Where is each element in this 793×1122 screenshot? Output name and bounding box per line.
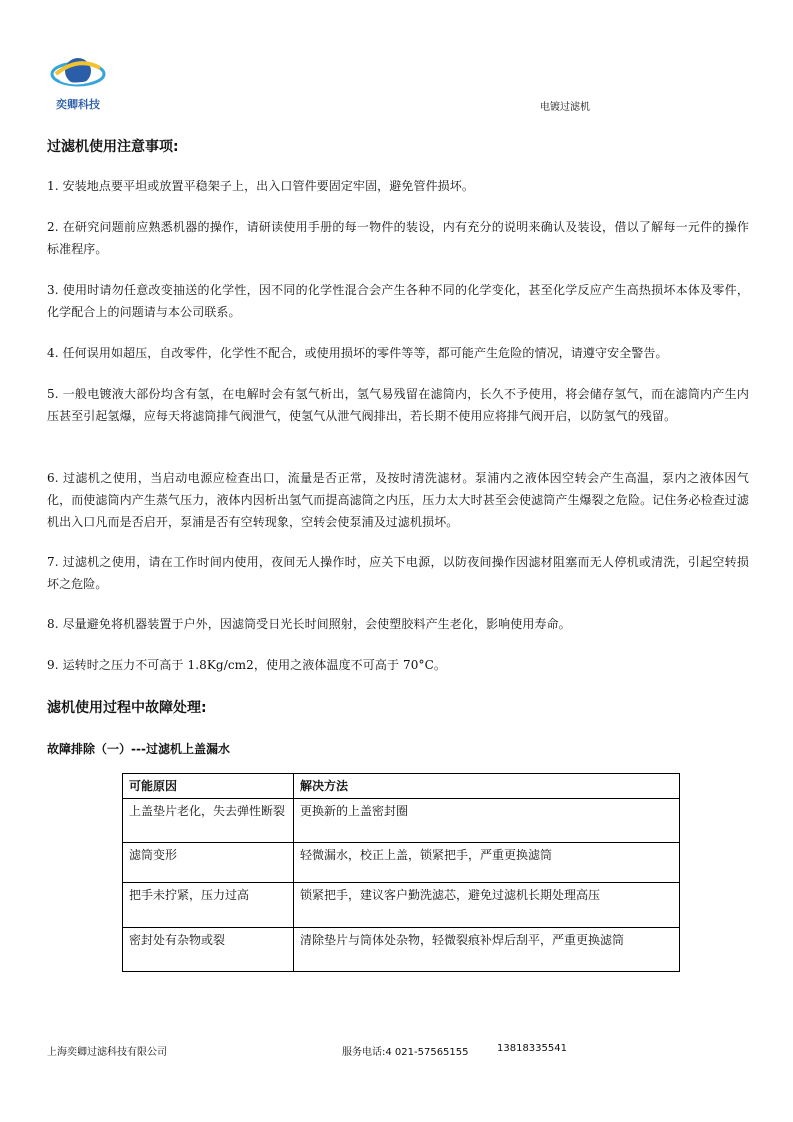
logo-globe-icon [48,52,108,98]
table-row [123,843,680,883]
cause-cell: 把手未拧紧，压力过高 [123,883,294,928]
solution-cell: 清除垫片与筒体处杂物，轻微裂痕补焊后刮平，严重更换滤筒 [294,928,680,972]
solution-cell: 锁紧把手，建议客户勤洗滤芯，避免过滤机长期处理高压 [294,883,680,928]
table-header-row [123,774,680,799]
section-title-precautions: 过滤机使用注意事项: [47,139,179,155]
table-row [123,799,680,843]
cause-cell: 上盖垫片老化，失去弹性断裂 [123,799,294,843]
logo-text: 奕卿科技 [56,98,100,111]
precaution-item: 7. 过滤机之使用，请在工作时间内使用，夜间无人操作时，应关下电源，以防夜间操作因滤材阻塞而无人停机或清洗，引起空转损坏之危险。 [47,555,749,591]
precaution-item: 2. 在研究问题前应熟悉机器的操作，请研读使用手册的每一物件的装设，内有充分的说明来确认及装设，借以了解每一元件的操作标准程序。 [47,220,749,256]
precaution-item: 9. 运转时之压力不可高于 1.8Kg/cm2，使用之液体温度不可高于 70°C。 [47,658,446,672]
fault-subtitle: 故障排除（一）---过滤机上盖漏水 [47,742,230,756]
footer-company: 上海奕卿过滤科技有限公司 [47,1047,167,1058]
footer-phone: 服务电话:4 021-57565155 [342,1047,469,1058]
header-solution: 解决方法 [294,774,680,799]
solution-cell: 轻微漏水，校正上盖，锁紧把手，严重更换滤筒 [294,843,680,883]
table-row [123,928,680,972]
table-row [123,883,680,928]
cause-cell: 滤筒变形 [123,843,294,883]
solution-cell: 更换新的上盖密封圈 [294,799,680,843]
precaution-item: 5. 一般电镀液大部份均含有氢，在电解时会有氢气析出，氢气易残留在滤筒内，长久不予使用，将会储存氢气，而在滤筒内产生内压甚至引起氢爆，应每天将滤筒排气阀泄气，使氢气从泄气阀排出，若长期不使用应将排气阀开启，以防氢气的残留。 [47,387,749,423]
precaution-item: 8. 尽量避免将机器装置于户外，因滤筒受日光长时间照射，会使塑胶料产生老化，影响使用寿命。 [47,617,571,631]
section-title-troubleshooting: 滤机使用过程中故障处理: [47,700,207,716]
document-label: 电镀过滤机 [540,102,590,113]
precaution-item: 3. 使用时请勿任意改变抽送的化学性，因不同的化学性混合会产生各种不同的化学变化，甚至化学反应产生高热损坏本体及零件，化学配合上的问题请与本公司联系。 [47,283,749,319]
fault-table [122,773,680,972]
precaution-item: 1. 安装地点要平坦或放置平稳架子上，出入口管件要固定牢固，避免管件损坏。 [47,179,474,193]
precaution-item: 6. 过滤机之使用，当启动电源应检查出口，流量是否正常，及按时清洗滤材。泵浦内之液体因空转会产生高温，泵内之液体因气化，而使滤筒内产生蒸气压力，液体内因析出氢气而提高滤筒之内压，压力太大时甚至会使滤筒产生爆裂之危险。记住务必检查过滤机出入口凡而是否启开，泵浦是否有空转现象，空转会使泵浦及过滤机损坏。 [47,471,749,529]
precaution-item: 4. 任何误用如超压，自改零件，化学性不配合，或使用损坏的零件等等，都可能产生危险的情况，请遵守安全警告。 [47,346,668,360]
cause-cell: 密封处有杂物或裂 [123,928,294,972]
header-cause: 可能原因 [123,774,294,799]
footer-mobile: 13818335541 [497,1043,567,1054]
